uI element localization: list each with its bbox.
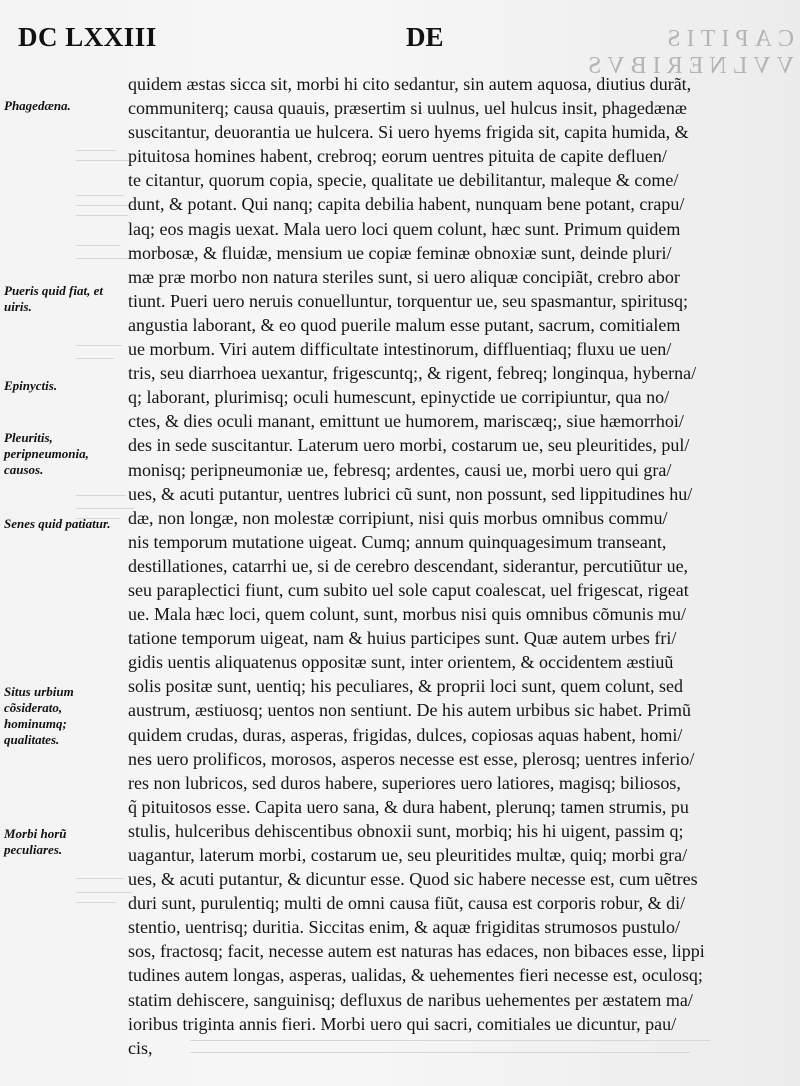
text-line: austrum, æstiuosq; uentos non sentiunt. De his autem urbibus sic habet. Primũ	[128, 700, 691, 721]
show-through-mark	[76, 495, 126, 496]
show-through-mark	[76, 878, 124, 879]
text-line: nes uero prolificos, morosos, asperos necesse est esse, plerosq; uentres inferio/	[128, 748, 695, 769]
show-through-mark	[76, 160, 131, 161]
text-line: pituitosa homines habent, crebroq; eorum uentres pituita de capite defluen/	[128, 146, 667, 167]
text-line: communiterq; causa quauis, præsertim si uulnus, uel hulcus insit, phagedænæ	[128, 98, 687, 119]
show-through-mark	[76, 345, 122, 346]
text-line: duri sunt, purulentiq; multi de omni causa fiũt, causa est corporis robur, & di/	[128, 893, 686, 914]
text-line: monisq; peripneumoniæ ue, febresq; ardentes, causi ue, morbi uero qui gra/	[128, 459, 672, 480]
text-line: tatione temporum uigeat, nam & huius participes sunt. Quæ autem urbes fri/	[128, 628, 677, 649]
show-through-mark	[76, 215, 128, 216]
margin-note: Pueris quid fiat, et uiris.	[4, 283, 103, 314]
text-line: dæ, non longæ, non molestæ corripiunt, nisi quis morbus omnibus commu/	[128, 507, 668, 528]
text-line: suscitantur, deuorantia ue hulcera. Si uero hyems frigida sit, capita humida, &	[128, 122, 689, 143]
text-line: solis positæ sunt, uentiq; his peculiares, & proprii loci sunt, quem colunt, sed	[128, 676, 683, 697]
page-header	[14, 14, 794, 79]
text-line: destillationes, catarrhi ue, si de cerebro descendant, siderantur, percutiũtur ue,	[128, 555, 689, 576]
folio-number: DC LXXIII	[18, 22, 157, 52]
text-line: morbosæ, & fluidæ, mensium ue copiæ feminæ obnoxiæ sunt, deinde pluri/	[128, 242, 672, 263]
text-line: sos, fractosq; facit, necesse autem est naturas has edaces, non bibaces esse, lippi	[128, 941, 705, 962]
text-line: angustia laborant, & eo quod puerile malum esse putant, sacrum, comitialem	[128, 314, 681, 335]
text-line: tudines autem longas, asperas, ualidas, & uehementes fieri necesse est, oculosq;	[128, 965, 703, 986]
show-through-mark	[76, 195, 124, 196]
margin-note: Senes quid patiatur.	[4, 516, 111, 531]
text-line: tris, seu diarrhoea uexantur, frigescuntq;, & rigent, febreq; longinqua, hyberna/	[128, 363, 697, 384]
margin-note: Situs urbium cõsiderato, hominumq; qualitates.	[4, 684, 74, 747]
show-through-mark	[76, 902, 116, 903]
text-line: laq; eos magis uexat. Mala uero loci quem colunt, hæc sunt. Primum quidem	[128, 218, 681, 239]
text-line: dunt, & potant. Qui nanq; capita debilia habent, nunquam bene potant, crapu/	[128, 194, 685, 215]
text-line: ctes, & dies oculi manant, emittunt ue humorem, mariscæq;, siue hæmorrhoi/	[128, 411, 684, 432]
text-line: q̃ pituitosos esse. Capita uero sana, & dura habent, plerunq; tamen strumis, pu	[128, 796, 689, 817]
text-line: ioribus triginta annis fieri. Morbi uero qui sacri, comitiales ue dicuntur, pau/	[128, 1013, 677, 1034]
text-line: gidis uentis aliquatenus oppositæ sunt, inter orientem, & occidentem æstiuũ	[128, 652, 674, 673]
text-line: quidem æstas sicca sit, morbi hi cito sedantur, sin autem aquosa, diutius durãt,	[128, 74, 692, 94]
margin-note: Phagedæna.	[4, 98, 71, 113]
text-line: mæ præ morbo non natura steriles sunt, si uero aliquæ concipiãt, crebro abor	[128, 266, 680, 287]
text-line: seu paraplectici fiunt, cum subito uel sole caput coalescat, uel frigescat, rigeat	[128, 579, 689, 600]
text-line: uagantur, laterum morbi, costarum ue, seu pleuritides multæ, quiq; morbi gra/	[128, 845, 688, 865]
margin-note: Pleuritis, peripneumonia, causos.	[4, 430, 89, 477]
text-line: q; laborant, plurimisq; oculi humescunt, epinyctide ue corripiuntur, qua no/	[128, 387, 670, 408]
show-through-heading: CAPITIS VVLNERIBVS	[581, 26, 794, 79]
text-line: tiunt. Pueri uero neruis conuelluntur, torquentur ue, seu spasmantur, spiritusq;	[128, 290, 688, 311]
text-line: ue morbum. Viri autem difficultate intestinorum, diffluentiaq; fluxu ue uen/	[128, 339, 672, 360]
body-text	[128, 72, 778, 1060]
text-line: te citantur, quorum copia, specie, qualitate ue debilitantur, maleque & come/	[128, 170, 679, 191]
text-line: res non lubricos, sed duros habere, superiores uero latiores, magisq; biliosos,	[128, 772, 681, 793]
text-line: nis temporum mutatione uigeat. Cumq; annum quinquagesimum transeant,	[128, 531, 667, 552]
text-line: cis,	[128, 1037, 153, 1058]
show-through-mark	[76, 258, 134, 259]
text-line: quidem crudas, duras, asperas, frigidas, dulces, copiosas aquas habent, homi/	[128, 724, 683, 745]
text-line: statim dehiscere, sanguinisq; defluxus de naribus uehementes per æstatem ma/	[128, 989, 693, 1010]
text-line: ue. Mala hæc loci, quem colunt, sunt, morbus nisi quis omnibus cõmunis mu/	[128, 604, 686, 625]
text-line: des in sede suscitantur. Laterum uero morbi, costarum ue, seu pleuritides, pul/	[128, 435, 690, 456]
text-line: stulis, hulceribus dehiscentibus obnoxii sunt, morbiq; his hi uigent, passim q;	[128, 820, 684, 841]
show-through-mark	[76, 508, 134, 509]
margin-note: Morbi horũ peculiares.	[4, 826, 67, 857]
show-through-mark	[76, 205, 136, 206]
text-line: stentio, uentrisq; duritia. Siccitas enim, & aquæ frigiditas strumosos pustulo/	[128, 917, 680, 938]
show-through-mark	[76, 245, 120, 246]
show-through-mark	[76, 358, 114, 359]
show-through-mark	[76, 892, 132, 893]
show-through-mark	[76, 150, 116, 151]
margin-note: Epinyctis.	[4, 378, 58, 393]
running-head: DE	[406, 22, 444, 52]
text-line: ues, & acuti putantur, uentres lubrici cũ sunt, non possunt, sed lippitudines hu/	[128, 483, 693, 504]
text-line: ues, & acuti putantur, & dicuntur esse. Quod sic habere necesse est, cum uẽtres	[128, 869, 698, 890]
